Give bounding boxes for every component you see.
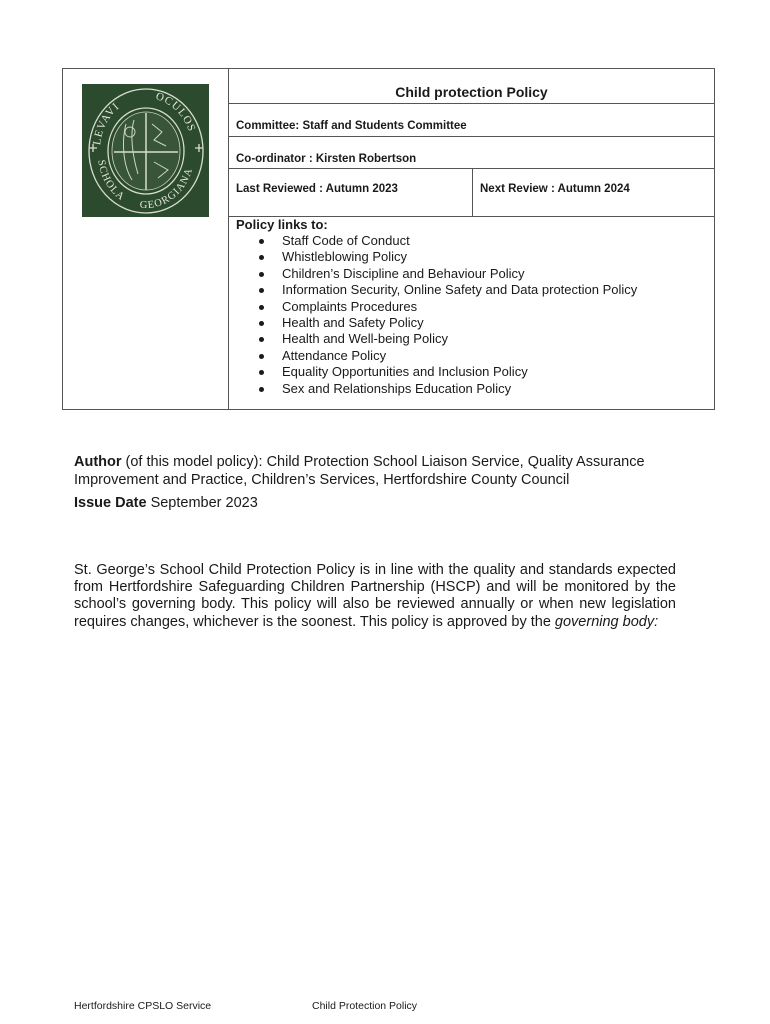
paragraph-text: St. George’s School Child Protection Policy is in line with the quality and standards expected from Hertfordshire Safeguarding Children Partnership (HSCP) and will be monitored by the school’s governing body. This policy will also be reviewed annually or when new legislation requires changes, whichever is the soonest. This policy is approved by the	[74, 562, 676, 630]
list-item: Health and Well-being Policy	[259, 331, 637, 347]
list-item: Whistleblowing Policy	[259, 249, 637, 265]
list-item: Staff Code of Conduct	[259, 233, 637, 249]
crest-text-top-right: OCULOS	[154, 90, 198, 134]
policy-title: Child protection Policy	[395, 84, 548, 100]
crest-text-bottom-right: GEORGIANA	[139, 166, 196, 212]
coordinator-row	[229, 137, 714, 169]
crest-text-bottom-left: SCHOLA	[95, 159, 127, 204]
issue-date-label: Issue Date	[74, 495, 147, 511]
author-statement	[74, 454, 706, 489]
crest-emblem-icon	[82, 84, 209, 217]
author-label: Author	[74, 454, 122, 470]
committee-label: Committee: Staff and Students Committee	[236, 120, 467, 132]
crest-text-top-left: LEVAVI	[91, 100, 122, 146]
bullet-icon	[259, 288, 264, 293]
list-item: Children’s Discipline and Behaviour Policy	[259, 266, 637, 282]
list-item: Health and Safety Policy	[259, 315, 637, 331]
list-item: Attendance Policy	[259, 348, 637, 364]
bullet-icon	[259, 370, 264, 375]
bullet-icon	[259, 354, 264, 359]
last-reviewed-cell	[229, 169, 473, 216]
policy-links-list	[259, 233, 637, 397]
policy-statement-paragraph	[74, 562, 676, 631]
paragraph-italic-end: governing body:	[554, 613, 659, 630]
bullet-icon	[259, 272, 264, 277]
footer-left-text: Hertfordshire CPSLO Service	[74, 1000, 212, 1012]
bullet-icon	[259, 239, 264, 244]
review-row	[229, 169, 714, 217]
policy-header-table	[62, 68, 715, 410]
bullet-icon	[259, 255, 264, 260]
list-item: Equality Opportunities and Inclusion Policy	[259, 364, 637, 380]
committee-row	[229, 104, 714, 137]
policy-links-cell	[229, 217, 714, 409]
bullet-icon	[259, 337, 264, 342]
school-crest-logo	[82, 84, 209, 217]
coordinator-label: Co-ordinator : Kirsten Robertson	[236, 153, 417, 165]
list-item: Complaints Procedures	[259, 299, 637, 315]
author-text: (of this model policy): Child Protection School Liaison Service, Quality Assurance Improvement and Practice, Children’s Services, Hertfordshire County Council	[74, 454, 645, 488]
logo-cell	[63, 69, 229, 409]
bullet-icon	[259, 321, 264, 326]
bullet-icon	[259, 387, 264, 392]
list-item: Sex and Relationships Education Policy	[259, 381, 637, 397]
last-reviewed-label: Last Reviewed : Autumn 2023	[236, 183, 398, 195]
policy-links-title: Policy links to:	[236, 217, 328, 232]
issue-date-text: September 2023	[146, 495, 258, 511]
bullet-icon	[259, 305, 264, 310]
next-review-cell	[473, 169, 714, 216]
issue-date-statement	[74, 495, 706, 513]
title-row	[229, 69, 714, 104]
footer-center-text: Child Protection Policy	[312, 1000, 418, 1012]
next-review-label: Next Review : Autumn 2024	[480, 183, 630, 195]
list-item: Information Security, Online Safety and Data protection Policy	[259, 282, 637, 298]
